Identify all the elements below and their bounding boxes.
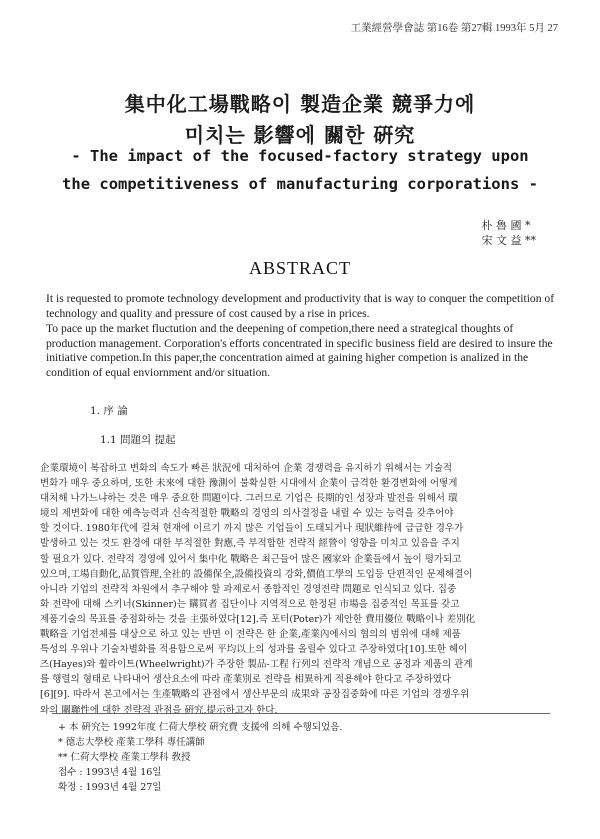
- body-line: 즈(Hayes)와 휠라이트(Wheelwright)가 주장한 製品-工程 行列의 전략적 개념으로 공정과 제품의 관계: [40, 659, 473, 671]
- body-line: 할 것이다. 1980年代에 걸쳐 현재에 이르기 까지 많은 기업들이 도태되거나 現狀維持에 급급한 경우가: [40, 523, 464, 535]
- body-line: 대처해 나가느냐하는 것은 매우 중요한 問題이다. 그러므로 기업은 長期的인 성장과 발전을 위해서 環: [40, 493, 458, 505]
- author-2: 宋 文 益 **: [481, 234, 536, 247]
- authors: [482, 218, 537, 248]
- body-line: 戰略을 기업전체를 대상으로 하고 있는 반면 이 전략은 한 企業,產業內에서의 협의의 범위에 대해 제품: [40, 629, 461, 641]
- author-1: 朴 魯 國 *: [481, 219, 531, 232]
- abstract-body: [46, 292, 558, 382]
- body-line: 화 전략에 대해 스키너(Skinner)는 購買者 집단이나 지역적으로 한정된 市場을 집중적인 목표를 갖고: [40, 598, 460, 610]
- subsection-heading-problem: 1.1 問題의 提起: [100, 434, 176, 446]
- body-line: 할 필요가 있다. 전략적 경영에 있어서 集中化 戰略은 최근들어 많은 國家와 企業들에서 높이 평가되고: [40, 553, 462, 565]
- section-heading-introduction: 1. 序 論: [90, 405, 128, 417]
- abstract-paragraph-2: To pace up the market fluctution and the deepening of competion,there need a strategical thoughts of production management. Corporation's efforts concentrated in specific business field are desired to insure the initiative competion.In this paper,the concentration aimed at gaining higher competion is analized in the condition of equal enviornment and/or situation.: [46, 322, 553, 379]
- body-line: 있으며,工場自動化,品質管理,全社的 設備保全,設備投資의 강화,價值工學의 도입등 단편적인 문제해결이: [40, 568, 473, 580]
- body-line: [6][9]. 따라서 본고에서는 生產戰略의 관점에서 생산부문의 成果와 공장집중화에 따른 기업의 경쟁우위: [40, 689, 470, 701]
- body-line: 변화가 매우 중요하며, 또한 未來에 대한 豫測이 불확실한 시대에서 企業이 급격한 환경변화에 어떻게: [40, 478, 458, 490]
- body-line: 를 행렬의 형태로 나타내어 생산요소에 따라 產業別로 전략을 相異하게 적용해야 한다고 주장하였다: [40, 674, 452, 686]
- korean-title-line-1: 集中化工場戰略이 製造企業 競爭力에: [124, 92, 476, 116]
- footnote-accepted: 확정 : 1993년 4월 27일: [58, 782, 162, 793]
- footnote-funding: + 本 硏究는 1992年度 仁荷大學校 硏究費 支援에 의해 수행되었음.: [58, 722, 343, 733]
- footnote-author-1: * 德志大學校 產業工學科 專任講師: [58, 737, 205, 748]
- body-line: 아니라 기업의 전략적 차원에서 추구해야 할 과제로서 종합적인 경영전략 問題로 인식되고 있다. 집중: [40, 583, 457, 595]
- footnote-divider: [52, 713, 550, 714]
- english-title-line-1: - The impact of the focused-factory strategy upon: [71, 147, 529, 165]
- body-line: 제품기술의 목표를 중점화하는 것을 主張하였다[12].즉 포터(Poter)가 제안한 費用優位 戰略이나 差別化: [40, 613, 476, 625]
- english-title-line-2: the competitiveness of manufacturing corporations -: [62, 175, 538, 193]
- footnote-author-2: ** 仁荷大學校 產業工學科 敎授: [58, 752, 191, 763]
- body-line: 발생하고 있는 것도 환경에 대한 부적절한 對應,즉 부적합한 전략적 經營이 영향을 미치고 있음을 주지: [40, 538, 460, 550]
- body-line: 企業環境이 복잡하고 변화의 속도가 빠른 狀況에 대처하여 企業 경쟁력을 유지하기 위해서는 기술적: [40, 463, 453, 474]
- abstract-paragraph-1: It is requested to promote technology development and productivity that is way to conquer the competition of technology and quality and pressure of cost caused by a rise in prices.: [46, 292, 555, 320]
- body-text: [40, 461, 561, 718]
- footnote-received: 접수 : 1993년 4월 16일: [58, 767, 162, 778]
- footnotes: [58, 720, 342, 795]
- journal-header: 工業經營學會誌 第16卷 第27輯 1993年 5月 27: [350, 23, 558, 34]
- body-line: 특성의 우위나 기술차별화를 적용함으로써 平均以上의 성과를 올릴수 있다고 주장하였다[10].또한 헤이: [40, 644, 468, 656]
- korean-title-line-2: 미치는 影響에 關한 硏究: [184, 123, 416, 147]
- body-line: 와의 關聯性에 대한 전략적 관점을 硏究,提示하고자 한다.: [40, 704, 278, 716]
- body-line: 境의 제변화에 대한 예측능력과 신속적절한 戰略의 경영의 의사결정을 내릴 수 있는 능력을 갖추어야: [40, 508, 454, 520]
- abstract-heading: ABSTRACT: [248, 258, 352, 278]
